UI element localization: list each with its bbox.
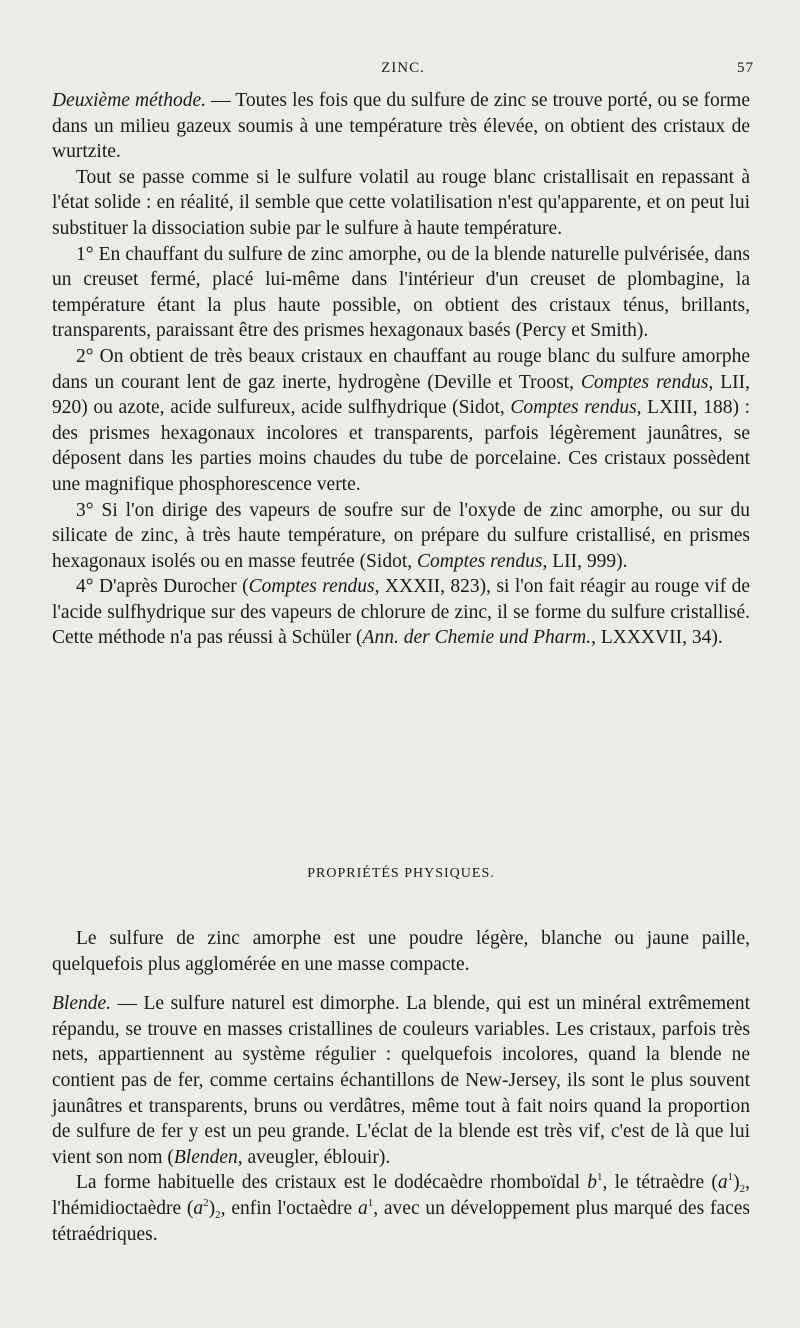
paragraph-method-3: 3° Si l'on dirige des vapeurs de soufre sur de l'oxyde de zinc amorphe, ou sur du silicate de zinc, à très haute température, on prépare du sulfure cristallisé, en prismes hexagonaux isolés ou en masse feutrée (Sidot, Comptes rendus, LII, 999). bbox=[52, 499, 750, 572]
header-title: ZINC. bbox=[381, 60, 425, 76]
paragraph-blende: Blende. — Le sulfure naturel est dimorphe. La blende, qui est un minéral extrêmement répandu, se trouve en masses cristallines de couleurs variables. Les cristaux, parfois très nets, appartiennent au système régulier : quelquefois incolores, quand la blende ne contient pas de fer, comme certains échantillons de New-Jersey, ils sont le plus souvent jaunâtres et transparents, bruns ou verdâtres, même tout à fait noirs quand la proportion de sulfure de fer y est un peu grande. L'éclat de la blende est très vif, c'est de là que lui vient son nom (Blenden, aveugler, éblouir). bbox=[52, 993, 750, 1168]
paragraph-method-2: 2° On obtient de très beaux cristaux en chauffant au rouge blanc du sulfure amorphe dans un courant lent de gaz inerte, hydrogène (Deville et Troost, Comptes rendus, LII, 920) ou azote, acide sulfureux, acide sulfhydrique (Sidot, Comptes rendus, LXIII, 188) : des prismes hexagonaux incolores et transparents, parfois légèrement jaunâtres, se déposent dans les parties moins chaudes du tube de porcelaine. Ces cristaux possèdent une magnifique phosphorescence verte. bbox=[52, 345, 751, 495]
term: Blenden bbox=[173, 1146, 238, 1168]
item-number: 3° bbox=[76, 499, 94, 521]
paragraph-volatilisation: Tout se passe comme si le sulfure volatil au rouge blanc cristallisait en repassant à l'état solide : en réalité, il semble que cette volatilisation n'est qu'apparente, et on peut lui substituer la dissociation subie par le sulfure à haute température. bbox=[52, 166, 750, 239]
reference-title: Comptes rendus bbox=[580, 371, 709, 393]
paragraph-method-4: 4° D'après Durocher (Comptes rendus, XXXII, 823), si l'on fait réagir au rouge vif de l'acide sulfhydrique sur des vapeurs de chlorure de zinc, il se forme du sulfure cristallisé. Cette méthode n'a pas réussi à Schüler (Ann. der Chemie und Pharm., LXXXVII, 34). bbox=[52, 576, 750, 649]
item-number: 1° bbox=[76, 243, 94, 265]
item-number: 4° bbox=[76, 576, 94, 598]
reference-title: Comptes rendus bbox=[417, 550, 543, 572]
section-heading: PROPRIÉTÉS PHYSIQUES. bbox=[307, 866, 495, 881]
paragraph-crystal-forms: La forme habituelle des cristaux est le dodécaèdre rhomboïdal $b^1$, le tétraèdre $(a^1)_2$, l'hémidioctaèdre $(a^2)_2$, enfin l'octaèdre $a^1$, avec un développement plus marqué des faces tétraédriques. bbox=[52, 1171, 751, 1245]
reference-title: Comptes rendus bbox=[248, 576, 375, 598]
running-header bbox=[52, 60, 754, 82]
reference-title: Ann. der Chemie und Pharm. bbox=[362, 627, 592, 649]
reference-title: Comptes rendus bbox=[510, 397, 637, 419]
paragraph-deuxieme-methode: Deuxième méthode. — Toutes les fois que du sulfure de zinc se trouve porté, ou se forme dans un milieu gazeux soumis à une température très élevée, on obtient des cristaux de wurtzite. bbox=[52, 90, 751, 163]
page-number: 57 bbox=[737, 60, 754, 76]
section-preparation bbox=[52, 88, 750, 651]
paragraph-lead: Blende. bbox=[52, 993, 112, 1015]
paragraph-lead: Deuxième méthode. bbox=[52, 90, 206, 111]
paragraph-method-1: 1° En chauffant du sulfure de zinc amorphe, ou de la blende naturelle pulvérisée, dans un creuset fermé, placé lui-même dans l'intérieur d'un creuset de plombagine, la température étant la plus haute possible, on obtient des cristaux ténus, brillants, transparents, paraissant être des prismes hexagonaux basés (Percy et Smith). bbox=[52, 243, 750, 342]
section-physical-properties bbox=[52, 926, 750, 1247]
item-number: 2° bbox=[76, 345, 94, 367]
paragraph-amorphous: Le sulfure de zinc amorphe est une poudre légère, blanche ou jaune paille, quelquefois plus agglomérée en une masse compacte. bbox=[52, 928, 750, 975]
